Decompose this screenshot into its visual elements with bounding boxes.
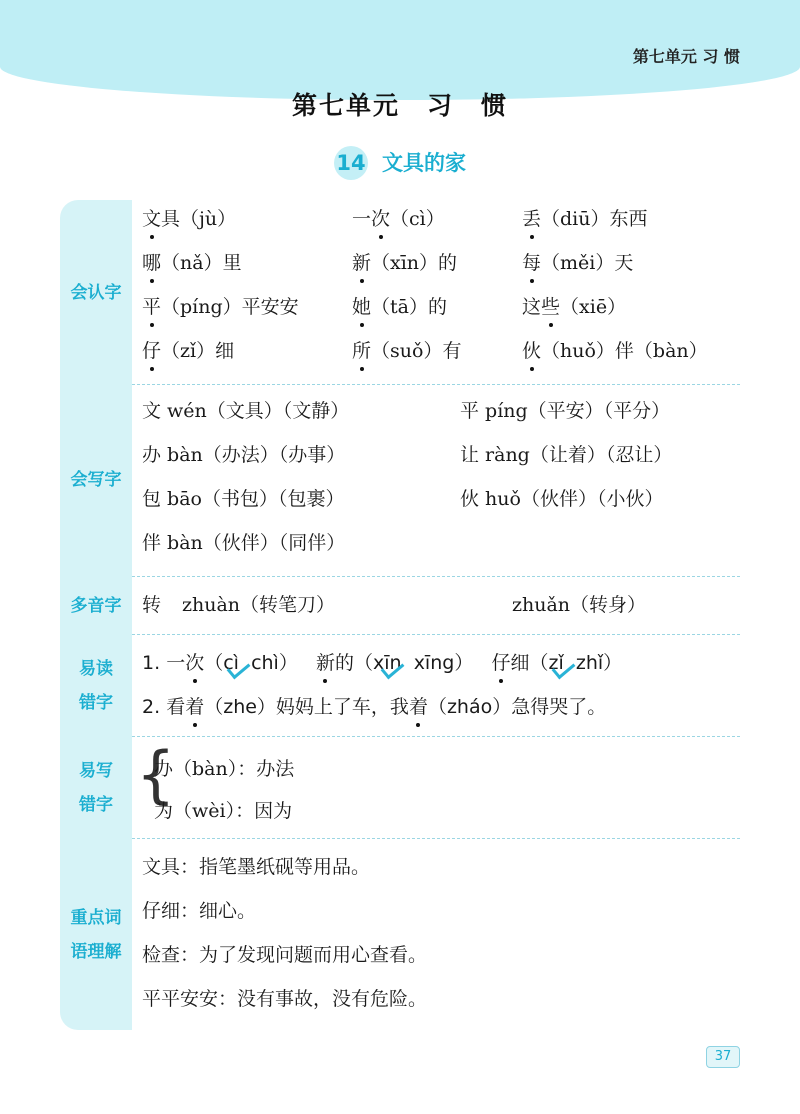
write-item: 文 wén（文具）（文静） (142, 400, 350, 422)
word-item: 仔（zǐ）细 (142, 336, 234, 366)
miswrite-line: 办（bàn）：办法 (154, 758, 295, 780)
page-title: 第七单元 习 惯 (291, 91, 508, 120)
write-item: 办 bàn（办法）（办事） (142, 444, 346, 466)
write-item: 伴 bàn（伙伴）（同伴） (142, 532, 346, 554)
section-label: 易读 错字 (79, 659, 113, 713)
section-divider (132, 838, 740, 839)
section-label: 会写字 (70, 470, 122, 490)
keyword-item: 仔细：细心。 (142, 900, 257, 922)
brace-icon: { (136, 738, 176, 811)
write-item: 包 bāo（书包）（包裹） (142, 488, 345, 510)
word-item: 所（suǒ）有 (352, 336, 461, 366)
keyword-item: 检查：为了发现问题而用心查看。 (142, 944, 428, 966)
write-item: 让 ràng（让着）（忍让） (460, 444, 673, 466)
section-divider (132, 384, 740, 385)
section-divider (132, 736, 740, 737)
polyphone-reading: zhuǎn（转身） (512, 594, 647, 616)
word-item: 哪（nǎ）里 (142, 248, 242, 278)
correct-check: cì (223, 648, 239, 678)
page-number: 37 (706, 1046, 740, 1068)
section-write (60, 386, 740, 574)
section-divider (132, 576, 740, 577)
word-item: 这些（xiē） (522, 292, 626, 322)
misread-line: 1. 一次（cì chì） 新的（xīn xīng） 仔细（zǐ zhǐ） (142, 648, 622, 678)
word-item: 每（měi）天 (522, 248, 633, 278)
correct-check: xīn (373, 648, 402, 678)
section-divider (132, 634, 740, 635)
word-item: 一次（cì） (352, 204, 445, 234)
section-label: 重点词 语理解 (70, 908, 122, 962)
section-keywords (60, 840, 740, 1030)
section-label: 会认字 (70, 283, 122, 303)
write-item: 伙 huǒ（伙伴）（小伙） (460, 488, 664, 510)
word-item: 文具（jù） (142, 204, 236, 234)
word-item: 她（tā）的 (352, 292, 447, 322)
misread-line: 2. 看着（zhe）妈妈上了车，我着（zháo）急得哭了。 (142, 692, 606, 722)
lesson-name: 文具的家 (382, 151, 466, 175)
section-polyphone (60, 578, 740, 634)
word-item: 伙（huǒ）伴（bàn） (522, 336, 708, 366)
section-misread (60, 636, 740, 736)
keyword-item: 平平安安：没有事故，没有危险。 (142, 988, 428, 1010)
section-miswrite (60, 738, 740, 838)
miswrite-line: 为（wèi）：因为 (154, 800, 293, 822)
section-recognize (60, 200, 740, 386)
keyword-item: 文具：指笔墨纸砚等用品。 (142, 856, 371, 878)
polyphone-reading: zhuàn（转笔刀） (182, 594, 336, 616)
section-label: 易写 错字 (79, 761, 113, 815)
word-item: 平（píng）平安安 (142, 292, 299, 322)
word-item: 新（xīn）的 (352, 248, 457, 278)
polyphone-char: 转 (142, 594, 162, 616)
section-label: 多音字 (70, 596, 122, 616)
write-item: 平 píng（平安）（平分） (460, 400, 671, 422)
unit-tag: 第七单元 习 惯 (632, 47, 740, 66)
lesson-title (0, 146, 800, 180)
word-item: 丢（diū）东西 (522, 204, 648, 234)
lesson-number-badge: 14 (334, 146, 368, 180)
correct-check: zǐ (549, 648, 564, 678)
